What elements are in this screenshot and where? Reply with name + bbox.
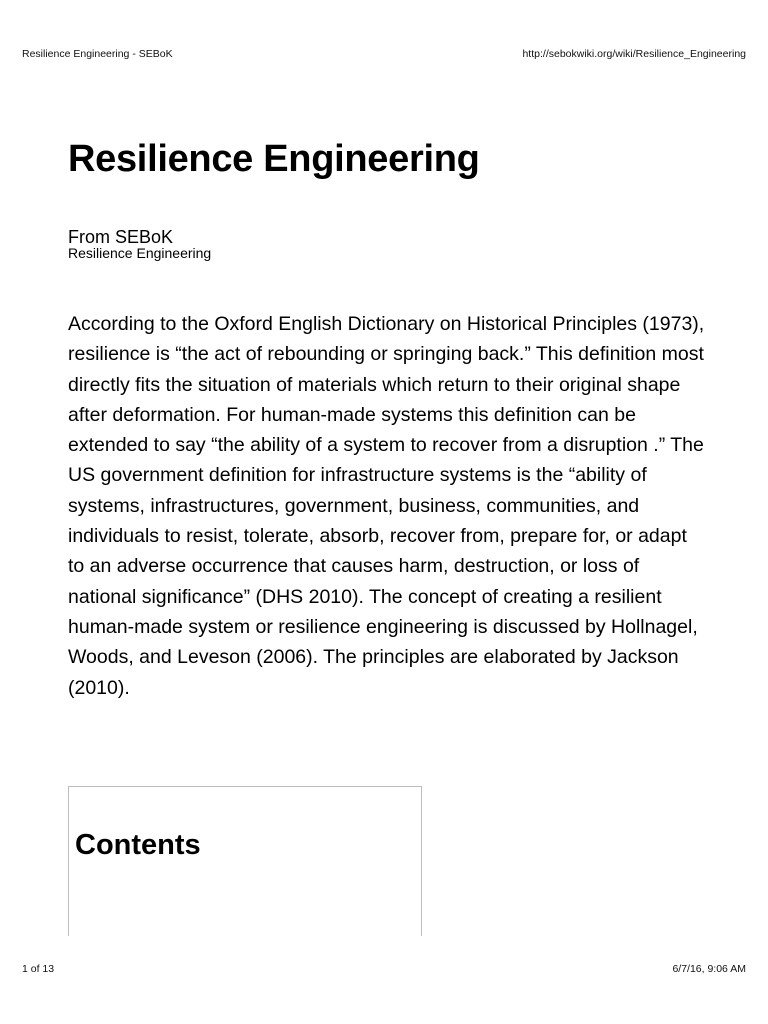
site-subtitle: From SEBoK bbox=[68, 227, 174, 247]
print-datetime: 6/7/16, 9:06 AM bbox=[672, 963, 746, 975]
print-header-url: http://sebokwiki.org/wiki/Resilience_Engineering bbox=[522, 48, 746, 60]
print-header-title: Resilience Engineering - SEBoK bbox=[22, 48, 173, 60]
contents-heading: Contents bbox=[75, 829, 201, 861]
breadcrumb[interactable]: Resilience Engineering bbox=[68, 245, 212, 261]
article-paragraph: According to the Oxford English Dictionary on Historical Principles (1973), resilience is “the act of rebounding or springing back.” This definition most directly fits the situation of materials which return to their original shape after deformation. For human-made systems this definition can be extended to say “the ability of a system to recover from a disruption .” The US government definition for infrastructure systems is the “ability of systems, infrastructures, government, business, communities, and individuals to resist, tolerate, absorb, recover from, prepare for, or adapt to an adverse occurrence that causes harm, destruction, or loss of national significance” (DHS 2010). The concept of creating a resilient human-made system or resilience engineering is discussed by Hollnagel, Woods, and Leveson (2006). The principles are elaborated by Jackson (2010). bbox=[68, 313, 705, 699]
table-of-contents bbox=[68, 786, 422, 936]
page-title: Resilience Engineering bbox=[68, 138, 480, 180]
page-counter: 1 of 13 bbox=[22, 963, 55, 975]
